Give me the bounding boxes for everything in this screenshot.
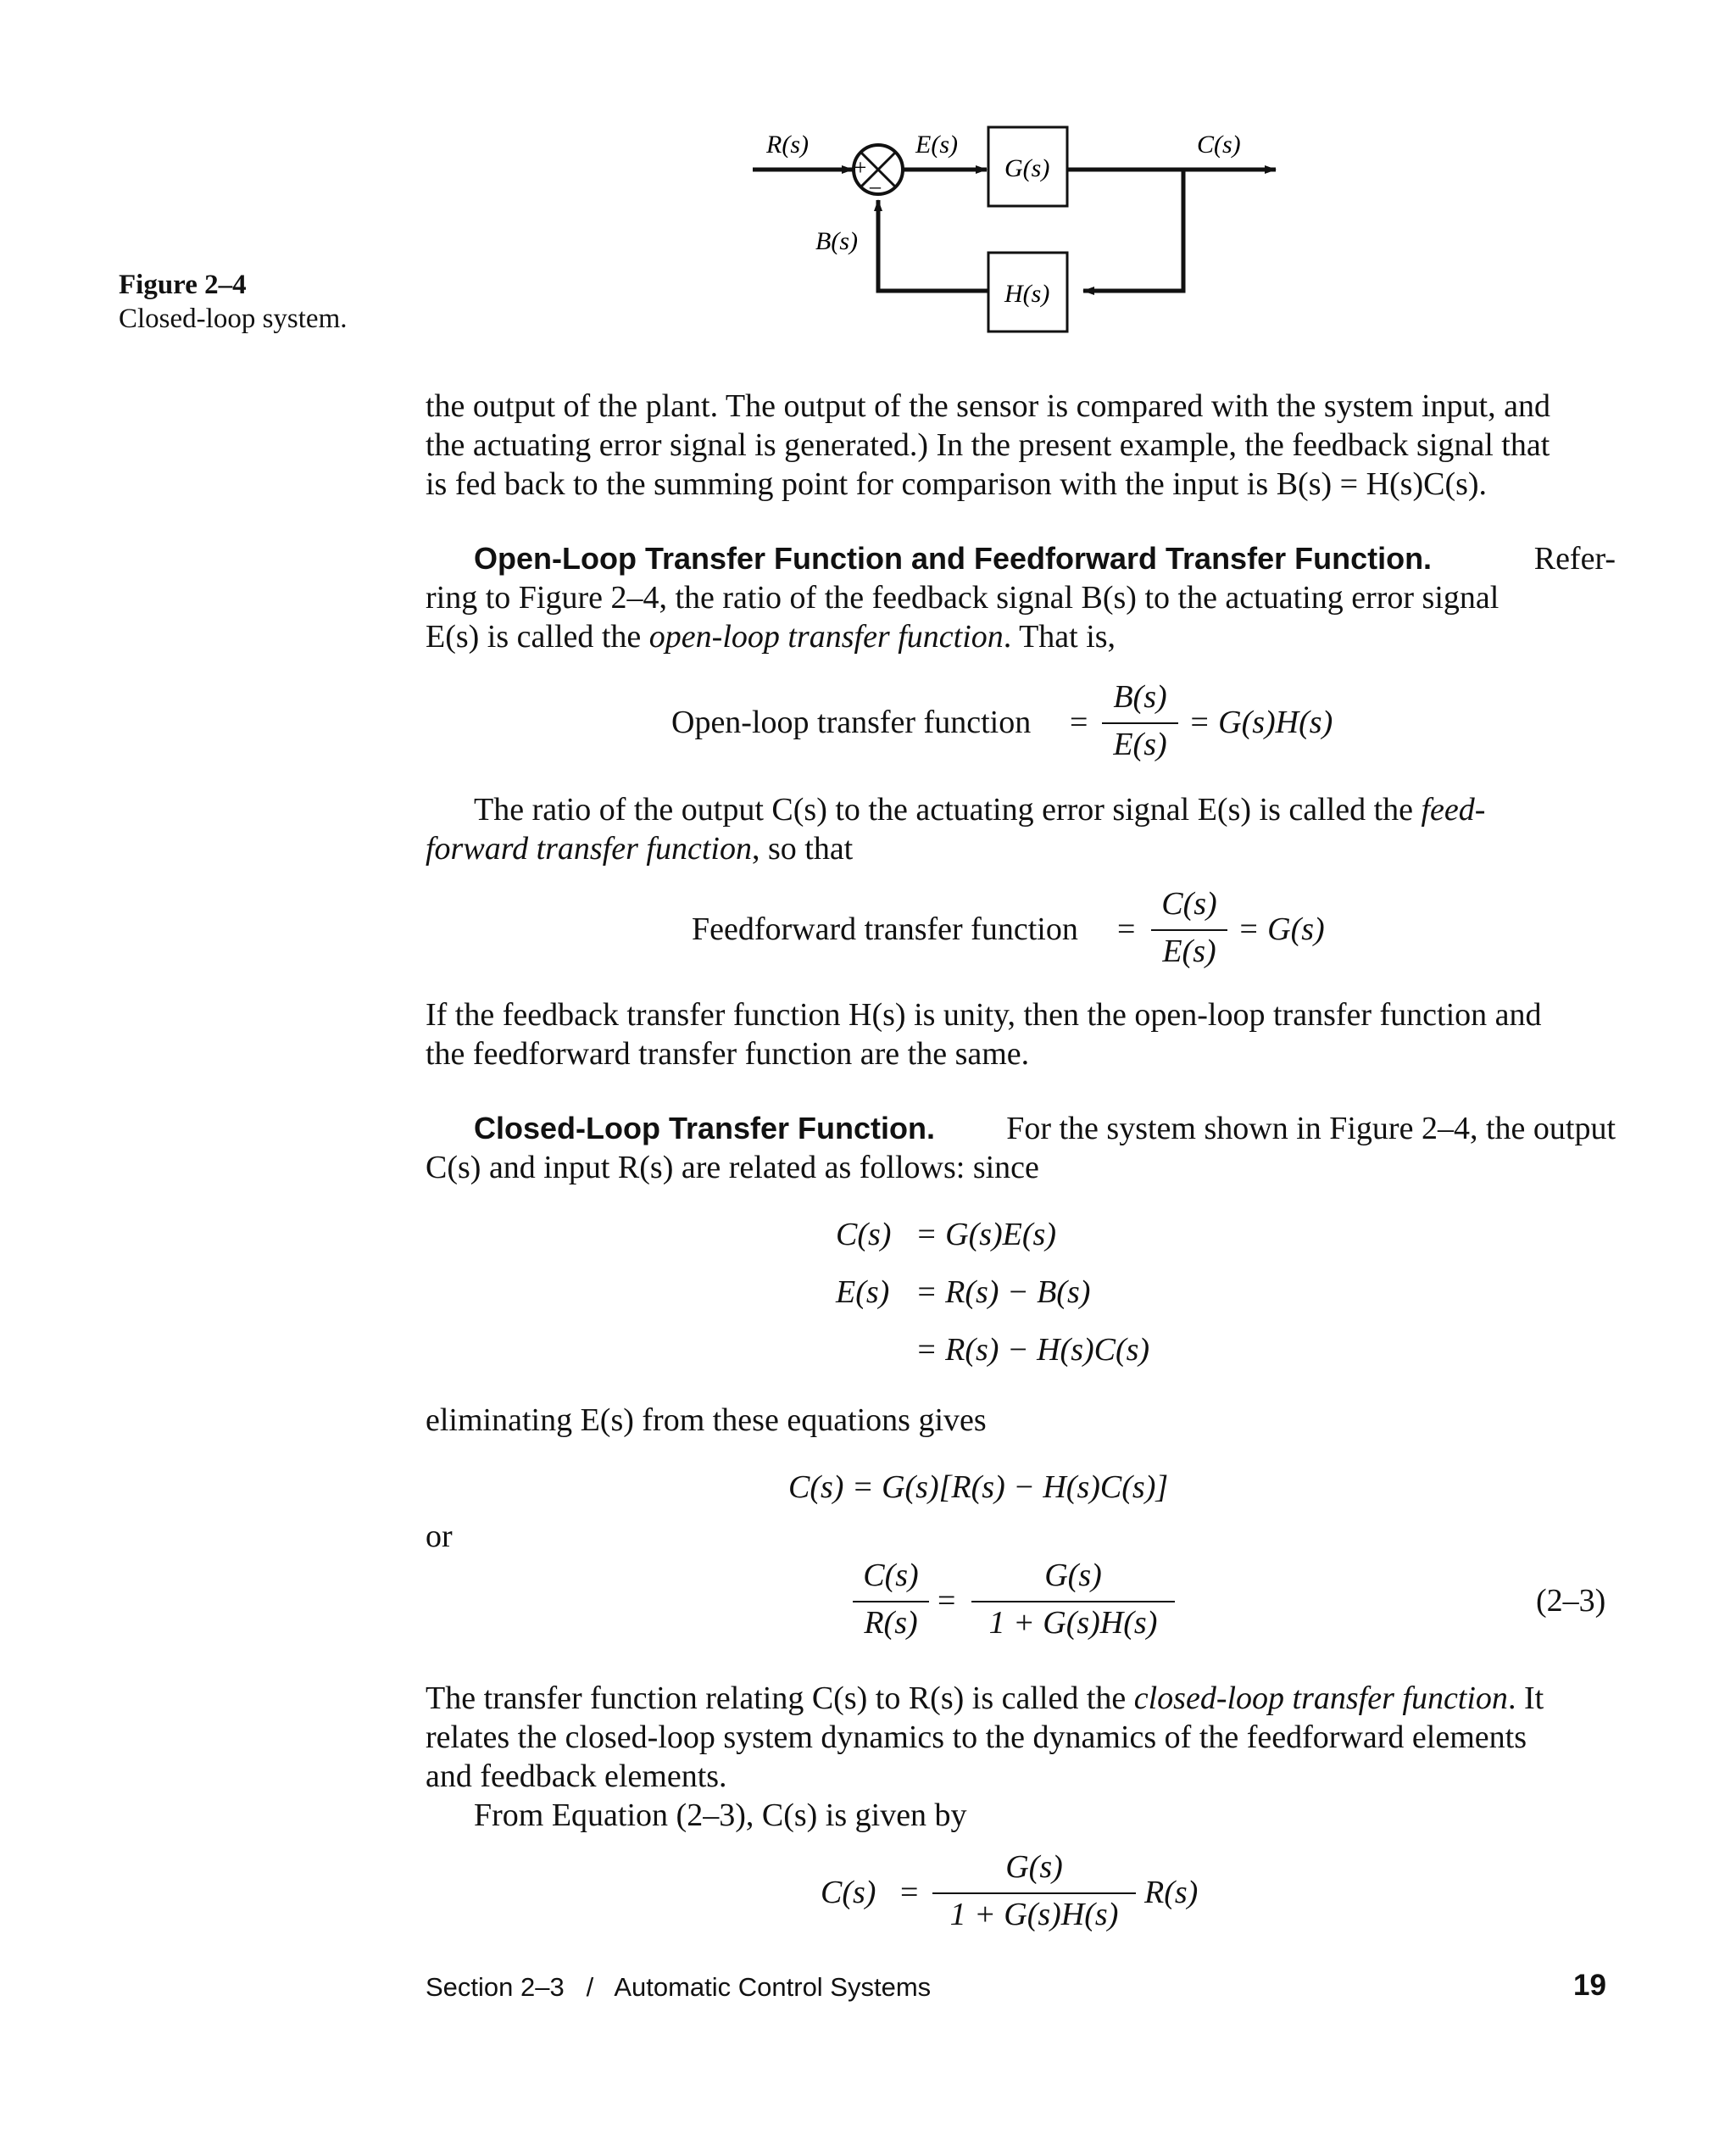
final-num: G(s) — [1005, 1849, 1063, 1885]
sec1-line2: ring to Figure 2–4, the ratio of the feedback signal B(s) to the actuating error signal — [426, 580, 1500, 616]
figure-caption: Closed-loop system. — [119, 304, 348, 334]
final-equals: = — [900, 1875, 919, 1910]
running-footer: Section 2–3 / Automatic Control Systems — [426, 1972, 932, 2002]
g-block-label: G(s) — [1004, 154, 1050, 182]
e-signal-label: E(s) — [915, 131, 958, 159]
section-open-loop-heading: Open-Loop Transfer Function and Feedforward Transfer Function. — [474, 541, 1433, 576]
term-open-loop: open-loop transfer function — [648, 619, 1004, 655]
open-loop-num: B(s) — [1113, 679, 1167, 715]
open-loop-rhs: = G(s)H(s) — [1188, 705, 1333, 740]
sec2-line2: C(s) and input R(s) are related as follows: since — [426, 1150, 1039, 1185]
paragraph-5 — [426, 1679, 1616, 1796]
final-tail: R(s) — [1144, 1875, 1199, 1910]
term-feedforward: forward transfer function — [426, 831, 752, 867]
p3-line2: the feedforward transfer function are the same. — [426, 1036, 1030, 1072]
sec1-line3-a: E(s) is called the — [426, 619, 649, 655]
eqs-l2-rhs: = R(s) − B(s) — [915, 1274, 1091, 1310]
ff-equals: = — [1117, 911, 1136, 947]
ff-rhs: = G(s) — [1238, 911, 1325, 947]
paragraph-1 — [426, 387, 1616, 504]
h-block-label: H(s) — [1004, 280, 1050, 308]
ff-num: C(s) — [1161, 886, 1217, 922]
p5-line1-c: . It — [1507, 1680, 1544, 1716]
section-open-loop — [426, 539, 1616, 656]
ff-label: Feedforward transfer function — [692, 911, 1078, 947]
final-lhs: C(s) — [821, 1875, 876, 1910]
minus-sign: – — [870, 174, 881, 198]
eqs-l2-lhs: E(s) — [836, 1274, 890, 1310]
section-closed-loop — [426, 1109, 1616, 1187]
sec2-line1-tail: For the system shown in Figure 2–4, the output — [1006, 1111, 1616, 1146]
eq23-lhs-den: R(s) — [864, 1605, 918, 1641]
p2-line1-b: feed- — [1421, 792, 1486, 828]
ff-bar — [1151, 929, 1227, 931]
sec1-line3-c: . That is, — [1003, 619, 1116, 655]
open-loop-bar — [1102, 722, 1178, 724]
p2-line1-a: The ratio of the output C(s) to the actuating error signal E(s) is called the — [474, 792, 1422, 828]
p1-line3: is fed back to the summing point for comparison with the input is B(s) = H(s)C(s). — [426, 466, 1488, 502]
ff-den: E(s) — [1162, 934, 1216, 969]
p5-line3: and feedback elements. — [426, 1758, 727, 1794]
p2-line2-b: , so that — [751, 831, 854, 867]
open-loop-den: E(s) — [1113, 727, 1167, 762]
eq23-equals: = — [938, 1583, 956, 1619]
p4-line1: eliminating E(s) from these equations gives — [426, 1402, 987, 1438]
p5-line1-a: The transfer function relating C(s) to R(s) is called the — [426, 1680, 1134, 1716]
paragraph-4 — [426, 1401, 1616, 1440]
final-bar — [932, 1892, 1136, 1894]
open-loop-label: Open-loop transfer function — [671, 705, 1032, 740]
eq23-lhs-num: C(s) — [863, 1558, 919, 1593]
sec1-line1-tail: Refer- — [1533, 541, 1616, 577]
figure-label: Figure 2–4 — [119, 270, 247, 300]
page-number: 19 — [1573, 1969, 1606, 2002]
paragraph-6 — [426, 1796, 1616, 1835]
c-signal-label: C(s) — [1197, 131, 1241, 159]
eq23-rhs-bar — [971, 1601, 1175, 1602]
p6-line1: From Equation (2–3), C(s) is given by — [474, 1797, 967, 1833]
term-closed-loop: closed-loop transfer function — [1133, 1680, 1508, 1716]
or-word: or — [426, 1519, 453, 1554]
block-diagram — [0, 0, 1736, 356]
eq23-rhs-den: 1 + G(s)H(s) — [988, 1605, 1158, 1641]
r-signal-label: R(s) — [766, 131, 809, 159]
open-loop-equals: = — [1070, 705, 1088, 740]
eq23-rhs-num: G(s) — [1044, 1558, 1102, 1593]
p1-line2: the actuating error signal is generated.) In the present example, the feedback signal that — [426, 427, 1550, 463]
eq23-number: (2–3) — [1536, 1583, 1606, 1619]
feedback-path-right — [1083, 170, 1183, 291]
final-den: 1 + G(s)H(s) — [949, 1897, 1119, 1932]
equation-elimination: C(s) = G(s)[R(s) − H(s)C(s)] — [788, 1469, 1169, 1505]
eqs-l1-rhs: = G(s)E(s) — [915, 1217, 1056, 1252]
feedback-path-left — [878, 200, 988, 291]
b-signal-label: B(s) — [815, 227, 858, 255]
eq23-lhs-bar — [853, 1601, 929, 1602]
eqs-l3-rhs: = R(s) − H(s)C(s) — [915, 1332, 1150, 1368]
plus-sign: + — [853, 155, 868, 180]
summing-junction — [853, 145, 903, 198]
paragraph-2 — [426, 790, 1616, 829]
p3-line1: If the feedback transfer function H(s) is unity, then the open-loop transfer function and — [426, 997, 1542, 1033]
section-closed-loop-heading: Closed-Loop Transfer Function. — [474, 1111, 936, 1145]
paragraph-3 — [426, 995, 1616, 1073]
eqs-l1-lhs: C(s) — [836, 1217, 892, 1252]
p1-line1: the output of the plant. The output of the sensor is compared with the system input, and — [426, 388, 1550, 424]
p5-line2: relates the closed-loop system dynamics to the dynamics of the feedforward elements — [426, 1719, 1527, 1755]
